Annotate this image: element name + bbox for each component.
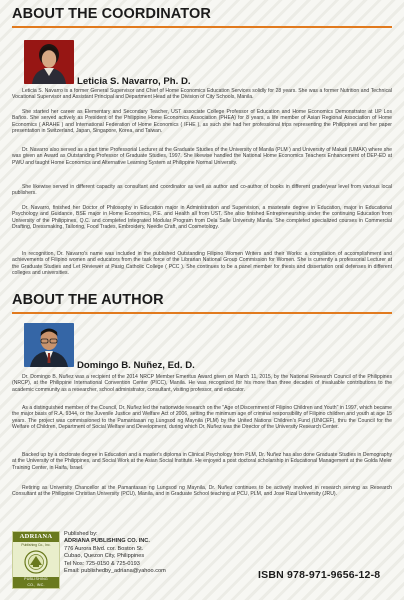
author-name: Domingo B. Nuñez, Ed. D. bbox=[77, 360, 195, 371]
publisher-emblem-icon bbox=[13, 547, 59, 577]
coordinator-photo bbox=[24, 40, 74, 84]
publisher-logo-tagline: Publishing Co., Inc. bbox=[21, 543, 51, 547]
author-paragraph: Retiring as University Chancellor at the Pamantasan ng Lungsod ng Maynila, Dr. Nuñez continues to be actively involved in research serving as Research Consultant at the Philippine Christian University (PCU), Manila, and in Graduate School teaching at PCU, PLM, and Jose Rizal University (JRU). bbox=[12, 485, 392, 498]
coordinator-paragraph: Dr. Navarro, finished her Doctor of Philosophy in Education major in Administration and Supervision, a masterate degree in Education, major in Educational Psychology and Guidance, BSE major in Home Economics, P.E. and Health all from UST. She also finished Entrepreneurship under the continuing Education from University of the Philippines, Q.C. and completed Integrated Modular Program from Dela Salle University Manila. She completed specialized courses in Commercial Drafting, Dressmaking, Tailoring, Food Trades, Embroidery, Needle Craft, and Cosmetology. bbox=[12, 205, 392, 230]
author-paragraph: Backed up by a doctorate degree in Education and a master's diploma in Clinical Psychology from PLM, Dr. Nuñez has also done Graduate Studies in Demography at the University of the Philippines, and Social Work at the Asian Social Institute. He enjoyed a post doctoral scholarship in Educational Management at the Golda Meier Training Center, in Haifa, Israel. bbox=[12, 452, 392, 471]
publisher-logo-footer-line: CO., INC. bbox=[27, 582, 45, 587]
publisher-logo-footer bbox=[13, 577, 59, 588]
coordinator-portrait-icon bbox=[24, 40, 74, 84]
publisher-logo-footer-line: PUBLISHING bbox=[24, 577, 48, 581]
author-paragraph: Dr. Domingo B. Nuñez was a recipient of the 2014 NRCP Member Emeritus Award given on March 11, 2015, by the National Research Council of the Philippines (NRCP), at the Philippine International Convention Center (PICC), Manila. He was recognized for his more than three decades of invaluable contributions to the academic community as a researcher, school administrator, consultant, visiting professor, and educator. bbox=[12, 374, 392, 393]
publisher-logo-wordmark: ADRIANA bbox=[13, 532, 59, 542]
author-paragraph: As a distinguished member of the Council, Dr. Nuñez led the nationwide research on the "Age of Discernment of Filipino Children and Youth" in 1997, which became the major basis of R.A. 9344, or the Juvenile Justice and Welfare Act of 2006, setting the minimum age of criminal responsibility of Filipino children and youth at age 15 years. The project was commissioned to the Pamantasan ng Lungsod ng Maynila (PLM) by the United Nations Children's Fund (UNICEF), thru the Council for the Welfare of Children, Department of Social Welfare and Development, during which Dr. Nuñez was the Director of the University Research Center. bbox=[12, 405, 392, 430]
isbn-number: ISBN 978-971-9656-12-8 bbox=[258, 569, 381, 581]
coordinator-paragraph: She likewise served in different capacity as consultant and coordinator as well as author and co-author of books in different grade/year level from various local publishers. bbox=[12, 184, 392, 197]
author-section-title: ABOUT THE AUTHOR bbox=[12, 292, 164, 308]
publisher-email: Email: publishedby_adriana@yahoo.com bbox=[64, 568, 166, 575]
coordinator-section-title: ABOUT THE COORDINATOR bbox=[12, 6, 211, 22]
coordinator-paragraph: In recognition, Dr. Navarro's name was included in the published Outstanding Filipino Women Writers and their Works: a compilation of accomplishment and achievements of Filipino women and educators from the task force of the Librarian National Group Commission for Women. She is currently a professorial Lecturer at the Graduate Studies and Let Reviewer at Pasig Catholic College ( PCC ). She continues to be a panel member for thesis and dissertation oral defenses in different colleges and universities. bbox=[12, 251, 392, 276]
publisher-address-line: 776 Aurora Blvd. cor. Boston St. bbox=[64, 545, 144, 552]
coordinator-title-rule bbox=[12, 26, 392, 28]
author-title-rule bbox=[12, 312, 392, 314]
publisher-name: ADRIANA PUBLISHING CO. INC. bbox=[64, 538, 150, 545]
coordinator-paragraph: She started her career as Elementary and Secondary Teacher, UST associate College Professor of Education and Home Economics Demonstrator at UP Los Baños. She served actively as President of the Philippine Home Economics Association (PHEA) for 8 years, a life member of Asian Regional Association of Home Economics ( ARAHE ) and International Federation of Home Economics ( IFHE ), as such she had her professional trips representing the Philippines and her paper presentation in Switzerland, Japan, Singapore, Korea, and Taiwan. bbox=[12, 109, 392, 134]
publisher-info bbox=[64, 531, 204, 575]
publisher-logo bbox=[12, 531, 60, 589]
author-portrait-icon bbox=[24, 323, 74, 367]
publisher-telephone: Tel Nos: 725-0150 & 725-0193 bbox=[64, 560, 140, 567]
published-by-label: Published by: bbox=[64, 531, 98, 537]
author-photo bbox=[24, 323, 74, 367]
coordinator-name: Leticia S. Navarro, Ph. D. bbox=[77, 76, 191, 87]
coordinator-paragraph: Leticia S. Navarro is a former General Supervisor and Chief of Home Economics Education Services solidly for 28 years. She was a former Nutrition and Technical Vocational Supervisor and Assistant Principal and Department Head at the Division of City Schools, Manila. bbox=[12, 88, 392, 101]
publisher-address-line: Cubao, Quezon City, Philippines bbox=[64, 553, 145, 560]
coordinator-paragraph: Dr. Navarro also served as a part time Professorial Lecturer at the Graduate Studies of the University of Manila (PLM ) and University of Makati (UMAK) where she was given an Award as Outstanding Professor of Graduate Studies, 1997. She likewise handled the National Home Economics Teachers Enhancement of DEP-ED at PWU and taught Home Economics and Alternative Learning System at Philippine Normal University. bbox=[12, 147, 392, 166]
